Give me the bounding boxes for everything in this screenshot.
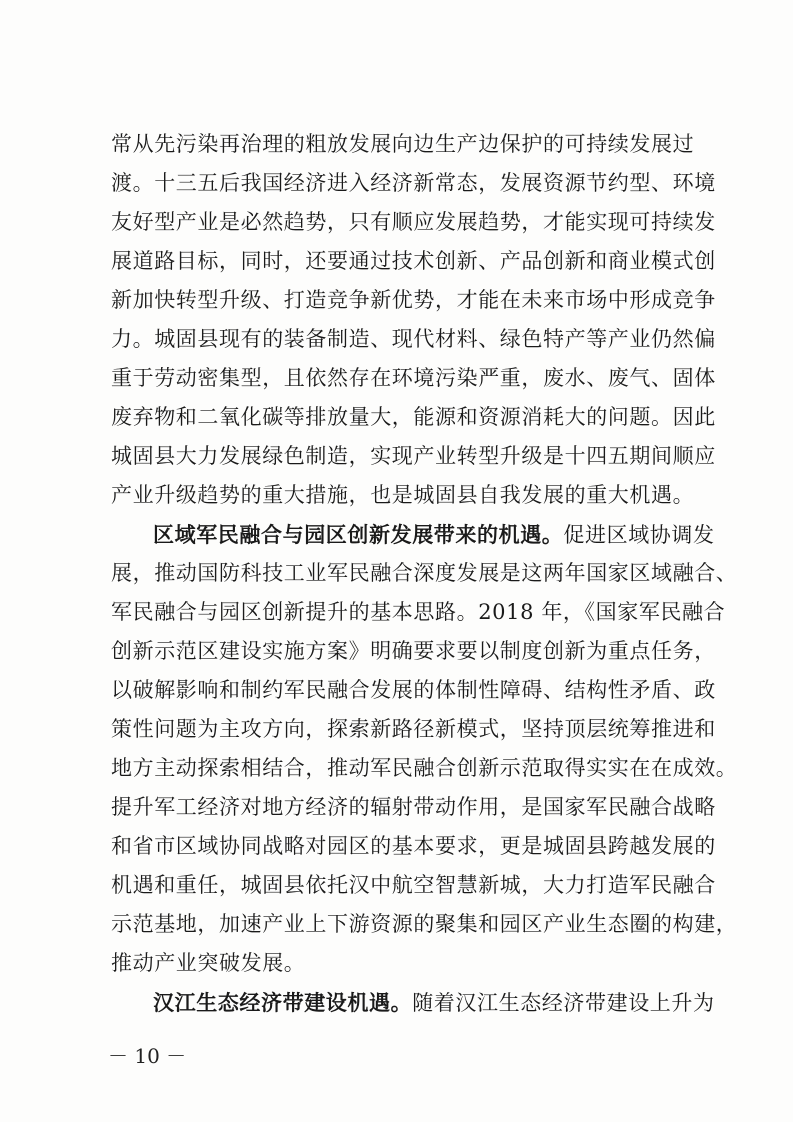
paragraph-heading: 汉江生态经济带建设机遇。 [153,990,413,1015]
text-line: 创新示范区建设实施方案》明确要求要以制度创新为重点任务， [111,639,716,663]
text-line: 产业升级趋势的重大措施，也是城固县自我发展的重大机遇。 [111,483,695,507]
text-line: 地方主动探索相结合，推动军民融合创新示范取得实实在在成效。 [111,756,738,780]
text-line: 常从先污染再治理的粗放发展向边生产边保护的可持续发展过 [111,132,695,156]
text-line: 城固县大力发展绿色制造，实现产业转型升级是十四五期间顺应 [111,444,716,468]
body-text [111,125,738,1022]
text-line: 渡。十三五后我国经济进入经济新常态，发展资源节约型、环境 [111,171,716,195]
text-line: 以破解影响和制约军民融合发展的体制性障碍、结构性矛盾、政 [111,678,716,702]
text-line: 重于劳动密集型，且依然存在环境污染严重，废水、废气、固体 [111,366,716,390]
text-line: 力。城固县现有的装备制造、现代材料、绿色特产等产业仍然偏 [111,327,716,351]
text-span: 随着汉江生态经济带建设上升为 [412,991,715,1015]
text-line: 和省市区域协同战略对园区的基本要求，更是城固县跨越发展的 [111,834,716,858]
text-line: 军民融合与园区创新提升的基本思路。2018 年，《国家军民融合 [111,600,726,624]
text-line: 废弃物和二氧化碳等排放量大，能源和资源消耗大的问题。因此 [111,405,716,429]
paragraph-heading: 区域军民融合与园区创新发展带来的机遇。 [153,522,564,547]
paragraph-first-line [111,983,715,1022]
text-line: 展，推动国防科技工业军民融合深度发展是这两年国家区域融合、 [111,561,738,585]
text-line: 友好型产业是必然趋势，只有顺应发展趋势，才能实现可持续发 [111,210,716,234]
text-line: 展道路目标，同时，还要通过技术创新、产品创新和商业模式创 [111,249,716,273]
text-line: 推动产业突破发展。 [111,951,306,975]
text-span: 促进区域协调发 [563,523,715,547]
text-line: 示范基地，加速产业上下游资源的聚集和园区产业生态圈的构建， [111,912,738,936]
text-line: 新加快转型升级、打造竞争新优势，才能在未来市场中形成竞争 [111,288,716,312]
text-line: 机遇和重任，城固县依托汉中航空智慧新城，大力打造军民融合 [111,873,716,897]
text-line: 策性问题为主攻方向，探索新路径新模式，坚持顶层统筹推进和 [111,717,716,741]
paragraph-first-line [111,515,715,554]
text-line: 提升军工经济对地方经济的辐射带动作用，是国家军民融合战略 [111,795,716,819]
page-number: － 10 － [108,1044,187,1068]
